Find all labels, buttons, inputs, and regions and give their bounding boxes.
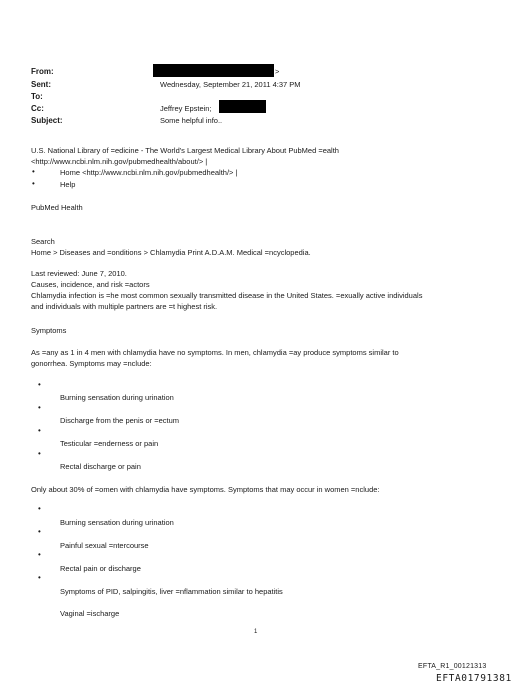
cc-label: Cc: <box>31 104 44 113</box>
breadcrumb: Home > Diseases and =onditions > Chlamydia Print A.D.A.M. Medical =ncyclopedia. <box>31 248 311 257</box>
bullet: • <box>38 449 41 458</box>
women-symptom: Symptoms of PID, salpingitis, liver =nflammation similar to hepatitis <box>60 587 283 596</box>
search-label: Search <box>31 237 55 246</box>
intro-line-2: <http://www.ncbi.nlm.nih.gov/pubmedhealth/about/> | <box>31 157 208 166</box>
footer-ref-1: EFTA_R1_00121313 <box>418 663 487 670</box>
women-line: Only about 30% of =omen with chlamydia have symptoms. Symptoms that may occur in women =nclude: <box>31 485 380 494</box>
intro-line-4: Help <box>60 180 76 189</box>
men-symptom: Testicular =enderness or pain <box>60 439 159 448</box>
women-symptom: Burning sensation during urination <box>60 518 174 527</box>
from-redaction <box>153 64 274 77</box>
cc-value: Jeffrey Epstein; <box>160 104 212 113</box>
bullet: • <box>38 380 41 389</box>
sent-label: Sent: <box>31 80 51 89</box>
page-number: 1 <box>254 629 258 635</box>
men-symptom: Burning sensation during urination <box>60 393 174 402</box>
bullet: • <box>38 403 41 412</box>
sent-value: Wednesday, September 21, 2011 4:37 PM <box>160 80 301 89</box>
footer-ref-2: EFTA01791381 <box>436 673 512 684</box>
men-symptom: Discharge from the penis or =ectum <box>60 416 180 425</box>
intro-line-1: U.S. National Library of =edicine - The World's Largest Medical Library About PubMed =ealth <box>31 146 339 155</box>
women-symptom: Vaginal =ischarge <box>60 609 120 618</box>
causes-line-1: Chlamydia infection is =he most common sexually transmitted disease in the United States. =exually active individuals <box>31 291 423 300</box>
causes-heading: Causes, incidence, and risk =actors <box>31 280 150 289</box>
bullet: • <box>38 426 41 435</box>
bullet: • <box>38 527 41 536</box>
women-symptom: Rectal pain or discharge <box>60 564 141 573</box>
last-reviewed: Last reviewed: June 7, 2010. <box>31 269 127 278</box>
from-suffix: > <box>275 67 280 76</box>
men-symptom: Rectal discharge or pain <box>60 462 141 471</box>
bullet: • <box>38 573 41 582</box>
cc-redaction <box>219 100 266 113</box>
bullet: • <box>32 179 35 188</box>
symptoms-heading: Symptoms <box>31 326 67 335</box>
bullet: • <box>38 550 41 559</box>
subject-value: Some helpful info.. <box>160 116 223 125</box>
bullet: • <box>32 167 35 176</box>
subject-label: Subject: <box>31 116 63 125</box>
from-label: From: <box>31 67 54 76</box>
men-line-2: gonorrhea. Symptoms may =nclude: <box>31 359 152 368</box>
men-line-1: As =any as 1 in 4 men with chlamydia have no symptoms. In men, chlamydia =ay produce symptoms similar to <box>31 348 399 357</box>
women-symptom: Painful sexual =ntercourse <box>60 541 149 550</box>
pubmed-health: PubMed Health <box>31 203 83 212</box>
intro-line-3: Home <http://www.ncbi.nlm.nih.gov/pubmedhealth/> | <box>60 168 238 177</box>
to-label: To: <box>31 92 43 101</box>
causes-line-2: and individuals with multiple partners are =t highest risk. <box>31 302 218 311</box>
bullet: • <box>38 504 41 513</box>
